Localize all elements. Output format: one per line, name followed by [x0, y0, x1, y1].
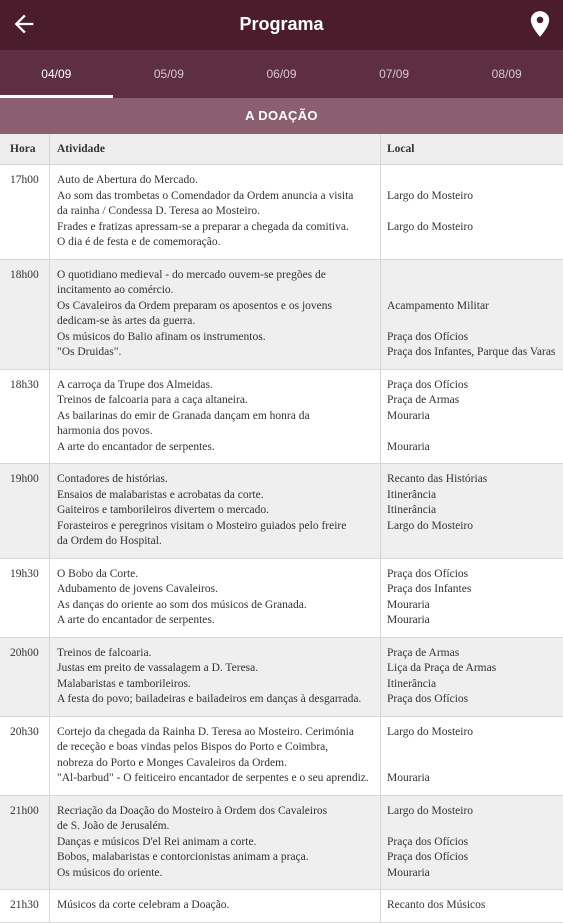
local-line: Itinerância — [387, 504, 437, 516]
local-line: Largo do Mosteiro — [387, 189, 474, 202]
section-title: A DOAÇÃO — [0, 98, 563, 134]
atividade-line: Contadores de histórias. — [57, 473, 168, 485]
table-row — [0, 890, 563, 923]
cell-hora — [0, 890, 50, 922]
table-row — [0, 165, 563, 260]
cell-local — [381, 370, 563, 464]
atividade-line: O quotidiano medieval - do mercado ouvem-se pregões de — [57, 268, 326, 281]
atividade-line: da Ordem do Hospital. — [57, 535, 162, 547]
tab-date[interactable]: 06/09 — [266, 67, 297, 81]
local-line: Praça dos Ofícios — [387, 330, 469, 343]
hora-text: 21h30 — [10, 899, 39, 911]
atividade-line: Danças e músicos D'el Rei animam a corte. — [57, 835, 257, 848]
tab-date[interactable]: 08/09 — [491, 67, 522, 81]
table-row — [0, 638, 563, 717]
hora-text: 17h00 — [10, 174, 39, 186]
tab-date[interactable]: 05/09 — [153, 67, 184, 81]
hora-text: 19h30 — [10, 567, 39, 580]
local-line — [387, 819, 563, 835]
table-row — [0, 370, 563, 465]
local-line: Mouraria — [387, 866, 430, 879]
hora-text: 20h00 — [10, 646, 39, 659]
cell-hora — [0, 717, 50, 795]
local-line: Praça dos Ofícios — [387, 378, 469, 391]
local-line: Mouraria — [387, 409, 430, 422]
column-header-atividade: Atividade — [50, 134, 381, 164]
map-pin-icon[interactable] — [529, 10, 551, 38]
local-line — [387, 235, 563, 251]
atividade-line: Frades e fratizas apressam-se a preparar a chegada da comitiva. — [57, 220, 349, 233]
local-line — [387, 173, 563, 189]
atividade-line: Cortejo da chegada da Rainha D. Teresa ao Mosteiro. Cerimónia — [57, 725, 354, 738]
local-line: Praça dos Ofícios — [387, 693, 469, 705]
local-line: Acampamento Militar — [387, 299, 489, 312]
atividade-line: O dia é de festa e de comemoração. — [57, 236, 221, 248]
local-line: Largo do Mosteiro — [387, 725, 474, 738]
table-row — [0, 260, 563, 370]
local-line: Mouraria — [387, 598, 430, 611]
atividade-line: Auto de Abertura do Mercado. — [57, 174, 198, 186]
local-line — [387, 534, 563, 550]
local-line — [387, 204, 563, 220]
local-line — [387, 740, 563, 756]
atividade-line: incitamento ao comércio. — [57, 284, 174, 296]
hora-text: 20h30 — [10, 725, 39, 738]
local-line: Itinerância — [387, 488, 437, 501]
table-row — [0, 796, 563, 891]
cell-local — [381, 260, 563, 369]
cell-atividade — [50, 260, 381, 369]
atividade-line: Malabaristas e tamborileiros. — [57, 677, 191, 690]
cell-local — [381, 638, 563, 716]
cell-atividade — [50, 464, 381, 558]
cell-local — [381, 796, 563, 890]
atividade-line: Os Cavaleiros da Ordem preparam os aposentos e os jovens — [57, 299, 332, 312]
column-header-hora: Hora — [0, 134, 50, 164]
cell-atividade — [50, 717, 381, 795]
atividade-line: A carroça da Trupe dos Almeidas. — [57, 378, 213, 391]
atividade-line: Recriação da Doação do Mosteiro à Ordem dos Cavaleiros — [57, 804, 328, 817]
local-line: Praça de Armas — [387, 646, 460, 659]
atividade-line: O Bobo da Corte. — [57, 567, 139, 580]
cell-hora — [0, 638, 50, 716]
cell-local — [381, 890, 563, 922]
tab-date[interactable]: 04/09 — [41, 67, 72, 81]
cell-hora — [0, 796, 50, 890]
table-row — [0, 717, 563, 796]
local-line: Mouraria — [387, 772, 430, 784]
atividade-line: Ao som das trombetas o Comendador da Ordem anuncia a visita — [57, 189, 354, 202]
cell-local — [381, 165, 563, 259]
local-line: Recanto das Histórias — [387, 473, 488, 485]
local-line: Praça dos Infantes — [387, 583, 472, 595]
atividade-line: A festa do povo; bailadeiras e bailadeiros em danças à desgarrada. — [57, 693, 362, 705]
hora-text: 18h30 — [10, 378, 39, 391]
local-line — [387, 756, 563, 772]
cell-hora — [0, 165, 50, 259]
atividade-line: Os músicos do oriente. — [57, 866, 163, 879]
atividade-line: harmonia dos povos. — [57, 425, 153, 437]
local-line: Praça dos Infantes, Parque das Varas — [387, 346, 556, 358]
cell-local — [381, 559, 563, 637]
active-tab-indicator — [0, 95, 113, 98]
atividade-line: da rainha / Condessa D. Teresa ao Mosteiro. — [57, 205, 261, 217]
cell-atividade — [50, 165, 381, 259]
date-tabs — [0, 50, 563, 98]
atividade-line: Os músicos do Balio afinam os instrumentos. — [57, 330, 266, 343]
local-line: Praça de Armas — [387, 394, 460, 406]
local-line: Largo do Mosteiro — [387, 519, 474, 532]
local-line: Liça da Praça de Armas — [387, 662, 497, 674]
local-line: Praça dos Ofícios — [387, 567, 469, 580]
tab-date[interactable]: 07/09 — [379, 67, 410, 81]
atividade-line: Forasteiros e peregrinos visitam o Mosteiro guiados pelo freire — [57, 519, 347, 532]
cell-hora — [0, 464, 50, 558]
atividade-line: dedicam-se às artes da guerra. — [57, 315, 196, 327]
atividade-line: "Os Druidas". — [57, 346, 122, 358]
cell-local — [381, 717, 563, 795]
table-row — [0, 559, 563, 638]
atividade-line: de S. João de Jerusalém. — [57, 820, 170, 832]
atividade-line: Músicos da corte celebram a Doação. — [57, 899, 230, 911]
atividade-line: A arte do encantador de serpentes. — [57, 440, 215, 453]
hora-text: 19h00 — [10, 473, 39, 485]
app-bar — [0, 0, 563, 50]
cell-atividade — [50, 890, 381, 922]
atividade-line: Justas em preito de vassalagem a D. Teresa. — [57, 662, 259, 674]
local-line — [387, 424, 563, 440]
table-header — [0, 134, 563, 165]
atividade-line: A arte do encantador de serpentes. — [57, 614, 215, 626]
local-line — [387, 283, 563, 299]
atividade-line: As danças do oriente ao som dos músicos de Granada. — [57, 598, 307, 611]
atividade-line: Ensaios de malabaristas e acrobatas da corte. — [57, 488, 264, 501]
local-line: Itinerância — [387, 677, 437, 690]
table-row — [0, 464, 563, 559]
local-line — [387, 314, 563, 330]
atividade-line: Treinos de falcoaria para a caça altaneira. — [57, 394, 248, 406]
cell-hora — [0, 260, 50, 369]
local-line: Praça dos Ofícios — [387, 835, 469, 848]
local-line: Recanto dos Músicos — [387, 899, 486, 911]
cell-hora — [0, 370, 50, 464]
local-line: Largo do Mosteiro — [387, 220, 474, 233]
atividade-line: Adubamento de jovens Cavaleiros. — [57, 583, 218, 595]
table-body — [0, 165, 563, 923]
local-line: Mouraria — [387, 614, 430, 626]
cell-atividade — [50, 638, 381, 716]
local-line — [387, 268, 563, 284]
cell-atividade — [50, 370, 381, 464]
schedule-table — [0, 134, 563, 923]
hora-text: 21h00 — [10, 804, 39, 817]
page-title: Programa — [239, 14, 324, 34]
atividade-line: As bailarinas do emir de Granada dançam em honra da — [57, 409, 310, 422]
hora-text: 18h00 — [10, 268, 39, 281]
local-line: Praça dos Ofícios — [387, 851, 469, 863]
cell-hora — [0, 559, 50, 637]
local-line: Largo do Mosteiro — [387, 804, 474, 817]
column-header-local: Local — [387, 143, 415, 155]
local-line: Mouraria — [387, 440, 430, 453]
cell-local — [381, 464, 563, 558]
atividade-line: "Al-barbud" - O feiticeiro encantador de serpentes e o seu aprendiz. — [57, 772, 369, 784]
atividade-line: de receção e boas vindas pelos Bispos do Porto e Coimbra, — [57, 741, 329, 753]
cell-atividade — [50, 796, 381, 890]
cell-atividade — [50, 559, 381, 637]
atividade-line: Bobos, malabaristas e contorcionistas animam a praça. — [57, 851, 309, 863]
atividade-line: Gaiteiros e tamborileiros divertem o mercado. — [57, 504, 270, 516]
atividade-line: Treinos de falcoaria. — [57, 646, 152, 659]
atividade-line: nobreza do Porto e Monges Cavaleiros da Ordem. — [57, 756, 287, 769]
